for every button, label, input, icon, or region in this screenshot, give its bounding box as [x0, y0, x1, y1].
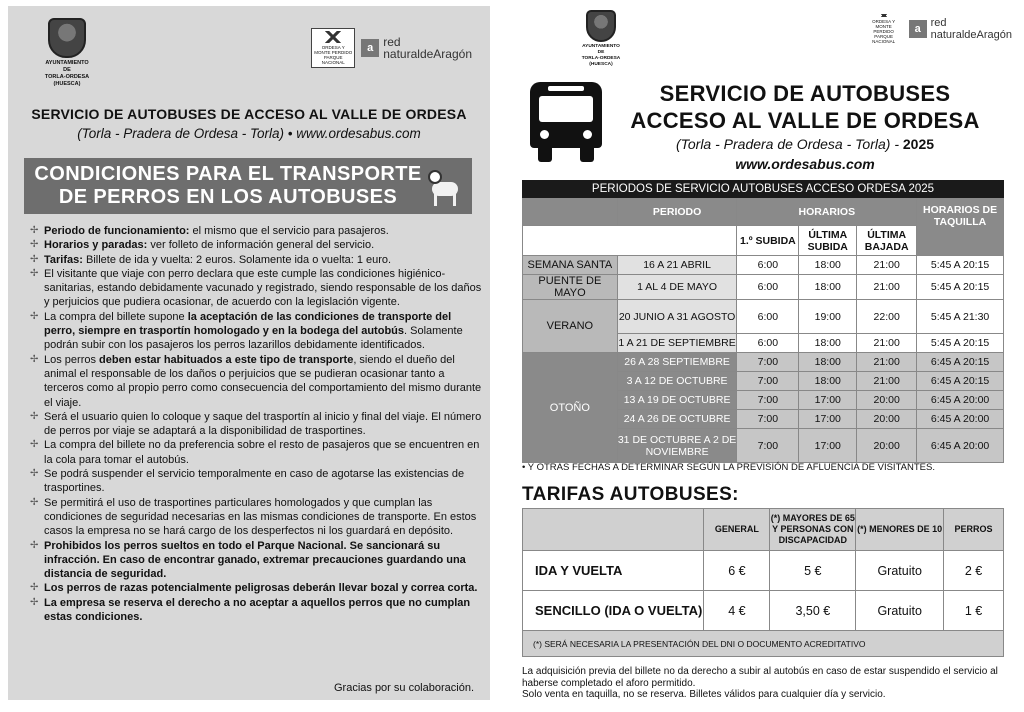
header-primera-subida: 1.º SUBIDA: [737, 226, 799, 256]
dog-icon: [428, 164, 462, 208]
mountain-icon: [315, 31, 351, 43]
header-blank: [523, 198, 618, 226]
header-ultima-subida: ÚLTIMA SUBIDA: [799, 226, 857, 256]
condition-item: ✢ La compra del billete no da preferencia sobre el resto de pasajeros que se encuentren en la cola para tomar el autobús.: [30, 438, 482, 467]
condition-item: ✢ Los perros de razas potencialmente peligrosas deberán llevar bozal y correa corta.: [30, 581, 482, 595]
table-row: IDA Y VUELTA 6 € 5 € Gratuito 2 €: [523, 551, 1004, 591]
condition-item: ✢ La empresa se reserva el derecho a no aceptar a aquellos perros que no cumplan estas condiciones.: [30, 596, 482, 625]
header-horarios: HORARIOS: [737, 198, 917, 226]
thanks-note: Gracias por su colaboración.: [333, 682, 474, 694]
left-subtitle: (Torla - Pradera de Ordesa - Torla) • www.ordesabus.com: [77, 126, 421, 141]
season-year: 2025: [902, 136, 935, 152]
ayuntamiento-label: AYUNTAMIENTO DE TORLA-ORDESA (HUESCA): [44, 60, 90, 87]
condition-item: ✢ Se podrá suspender el servicio temporalmente en caso de agotarse las existencias de trasportines.: [30, 467, 482, 496]
website-link[interactable]: www.ordesabus.com: [735, 156, 875, 172]
table-row: OTOÑO 26 A 28 SEPTIEMBRE 7:00 18:00 21:00 6:45 A 20:15: [523, 353, 1004, 372]
period-group: PUENTE DE MAYO: [523, 275, 618, 300]
tarifas-table: [522, 508, 1004, 657]
header-taquilla: HORARIOS DE TAQUILLA: [917, 198, 1004, 256]
header-perros: PERROS: [944, 509, 1004, 551]
header-ultima-bajada: ÚLTIMA BAJADA: [857, 226, 917, 256]
period-group: OTOÑO: [523, 353, 618, 463]
condition-item: ✢ Tarifas: Billete de ida y vuelta: 2 euros. Solamente ida o vuelta: 1 euro.: [30, 253, 482, 267]
right-title: SERVICIO DE AUTOBUSES ACCESO AL VALLE DE ORDESA: [630, 81, 980, 133]
table-row: 3 A 12 DE OCTUBRE 7:00 18:00 21:00 6:45 A 20:15: [523, 372, 1004, 391]
red-logo-mark: a: [909, 20, 927, 38]
partner-logos: [865, 12, 1012, 46]
tarifas-footnote: (*) SERÁ NECESARIA LA PRESENTACIÓN DEL DNI O DOCUMENTO ACREDITATIVO: [523, 631, 1004, 657]
table-row: 1 A 21 DE SEPTIEMBRE 6:00 18:00 21:00 5:45 A 20:15: [523, 334, 1004, 353]
conditions-list: [30, 224, 482, 624]
condition-item: ✢ Periodo de funcionamiento: el mismo que el servicio para pasajeros.: [30, 224, 482, 238]
table-row: 13 A 19 DE OCTUBRE 7:00 17:00 20:00 6:45 A 20:00: [523, 391, 1004, 410]
table-row: 24 A 26 DE OCTUBRE 7:00 17:00 20:00 6:45 A 20:00: [523, 410, 1004, 429]
header-menores: (*) MENORES DE 10: [856, 509, 944, 551]
header-blank: [523, 509, 704, 551]
table-row: 31 DE OCTUBRE A 2 DE NOVIEMBRE 7:00 17:00 20:00 6:45 A 20:00: [523, 429, 1004, 463]
condition-item: ✢ Prohibidos los perros sueltos en todo el Parque Nacional. Se sancionará su infracción. En caso de encontrar ganado, extremar precauciones guardando una distancia de seguridad.: [30, 539, 482, 582]
table-row: VERANO 20 JUNIO A 31 AGOSTO 6:00 19:00 22:00 5:45 A 21:30: [523, 300, 1004, 334]
ordesa-park-logo: ORDESA Y MONTE PERDIDO PARQUE NACIONAL: [311, 28, 355, 68]
table-row: PUENTE DE MAYO 1 AL 4 DE MAYO 6:00 18:00 21:00 5:45 A 20:15: [523, 275, 1004, 300]
coat-of-arms-icon: [48, 18, 86, 58]
periods-caption: PERIODOS DE SERVICIO AUTOBUSES ACCESO ORDESA 2025: [523, 181, 1004, 198]
left-title: SERVICIO DE AUTOBUSES DE ACCESO AL VALLE DE ORDESA: [31, 106, 467, 122]
tarifas-title: TARIFAS AUTOBUSES:: [522, 484, 739, 505]
dog-conditions-panel: [8, 6, 490, 700]
bus-schedule-panel: [514, 0, 1018, 712]
red-natural-aragon-logo: a red naturaldeAragón: [361, 36, 472, 60]
condition-item: ✢ Horarios y paradas: ver folleto de información general del servicio.: [30, 238, 482, 252]
ordesa-park-logo: ORDESA Y MONTE PERDIDO PARQUE NACIONAL: [865, 12, 903, 46]
header-mayores: (*) MAYORES DE 65 Y PERSONAS CON DISCAPACIDAD: [770, 509, 856, 551]
condition-item: ✢ Se permitirá el uso de trasportines particulares homologados y que cumplan las condiciones de seguridad necesarias en las mismas condiciones de transporte. En estos casos la empresa no se hará cargo de los desperfectos ni los guardará en depósito.: [30, 496, 482, 539]
red-logo-mark: a: [361, 39, 379, 57]
header-blank: [523, 226, 737, 256]
ayuntamiento-crest: [576, 10, 626, 68]
table-row: SEMANA SANTA 16 A 21 ABRIL 6:00 18:00 21:00 5:45 A 20:15: [523, 256, 1004, 275]
partner-logos: [311, 28, 472, 68]
condition-item: ✢ El visitante que viaje con perro declara que este cumple las condiciones higiénico-sanitarias, estando debidamente vacunado y registrado, siendo responsable de los daños y perjuicios que pudiera ocasionar, de acuerdo con la legislación vigente.: [30, 267, 482, 310]
condition-item: ✢ La compra del billete supone la aceptación de las condiciones de transporte del perro, siempre en trasportín homologado y en la bodega del autobús. Solamente podrán subir con los pasajeros los perros lazarillos debidamente identificados.: [30, 310, 482, 353]
coat-of-arms-icon: [586, 10, 616, 42]
mountain-icon: [866, 14, 902, 17]
ayuntamiento-label: AYUNTAMIENTO DE TORLA-ORDESA (HUESCA): [581, 44, 621, 67]
header-periodo: PERIODO: [617, 198, 737, 226]
condition-item: ✢ Los perros deben estar habituados a este tipo de transporte, siendo el dueño del animal el responsable de los daños o perjuicios que se pudieran ocasionar tanto a terceros como al propio perro como consecuencia del comportamiento del mismo durante el viaje.: [30, 353, 482, 410]
condition-item: ✢ Será el usuario quien lo coloque y saque del trasportín al inicio y final del viaje. El número de perros por viaje se adaptará a la disponibilidad de trasportines.: [30, 410, 482, 439]
fine-print: La adquisición previa del billete no da derecho a subir al autobús en caso de estar suspendido el servicio al haberse completado el aforo permitido. Solo venta en taquilla, no se reserva. Billetes válidos para cualquier día y servicio.: [522, 666, 998, 700]
periods-table: [522, 180, 1004, 463]
right-subtitle: (Torla - Pradera de Ordesa - Torla) - 2025: [675, 136, 935, 152]
ayuntamiento-crest: [36, 18, 98, 88]
period-group: SEMANA SANTA: [523, 256, 618, 275]
header-general: GENERAL: [704, 509, 770, 551]
bus-icon: [530, 82, 602, 164]
red-natural-aragon-logo: a red naturaldeAragón: [909, 17, 1012, 41]
period-group: VERANO: [523, 300, 618, 353]
periods-note: • Y OTRAS FECHAS A DETERMINAR SEGÚN LA PREVISIÓN DE AFLUENCIA DE VISITANTES.: [522, 462, 935, 473]
dog-conditions-banner: CONDICIONES PARA EL TRANSPORTE DE PERROS EN LOS AUTOBUSES: [24, 158, 472, 214]
table-row: SENCILLO (IDA O VUELTA) 4 € 3,50 € Gratuito 1 €: [523, 591, 1004, 631]
